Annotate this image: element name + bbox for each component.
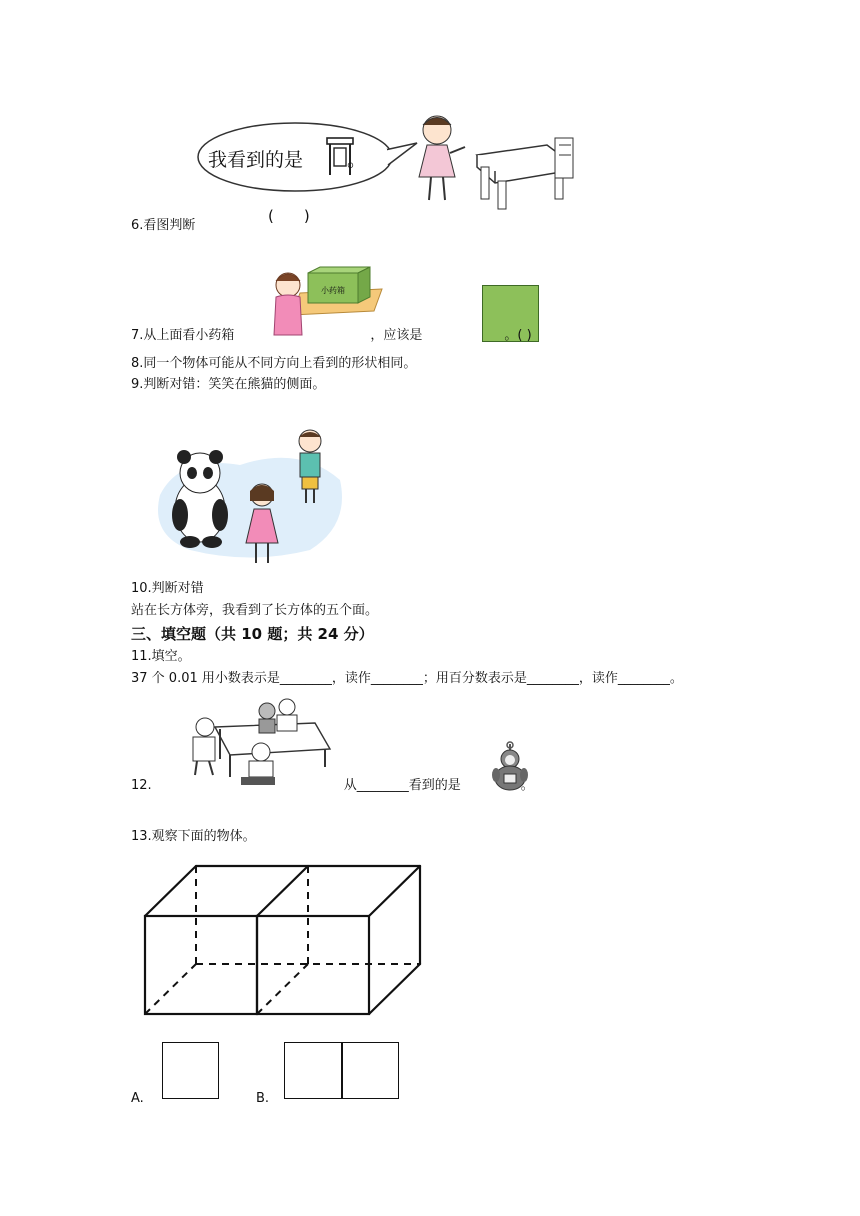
q12-illustration (175, 697, 335, 789)
q11-text: 37 个 0.01 用小数表示是________，读作________；用百分数表示是________，读作________。 (131, 671, 683, 686)
speech-bubble-text: 我看到的是 。 (208, 149, 367, 171)
q6-text: 6.看图判断 (131, 218, 196, 233)
q11-title: 11.填空。 (131, 649, 191, 664)
q7-line: 7.从上面看小药箱 ，应该是 。( ) (131, 328, 532, 343)
q9-text: 9.判断对错：笑笑在熊猫的侧面。 (131, 377, 326, 392)
q12-line: 12. 从________看到的是 。 (131, 778, 534, 793)
q8-text: 8.同一个物体可能从不同方向上看到的形状相同。 (131, 356, 417, 371)
medicine-box-label: 小药箱 (321, 286, 345, 295)
option-b-divider (341, 1043, 343, 1098)
option-b-rectangle (284, 1042, 399, 1099)
q10-title: 10.判断对错 (131, 581, 204, 596)
option-b-label: B. (256, 1091, 270, 1106)
q13-title: 13.观察下面的物体。 (131, 829, 256, 844)
option-a-square (162, 1042, 219, 1099)
option-a-label: A. (131, 1091, 144, 1106)
q10-text: 站在长方体旁，我看到了长方体的五个面。 (131, 603, 379, 618)
q6-answer-paren: ( ) (268, 207, 310, 225)
two-cube-figure (140, 858, 430, 1020)
section-title: 三、填空题（共 10 题；共 24 分） (131, 625, 374, 643)
q9-illustration (150, 425, 350, 570)
